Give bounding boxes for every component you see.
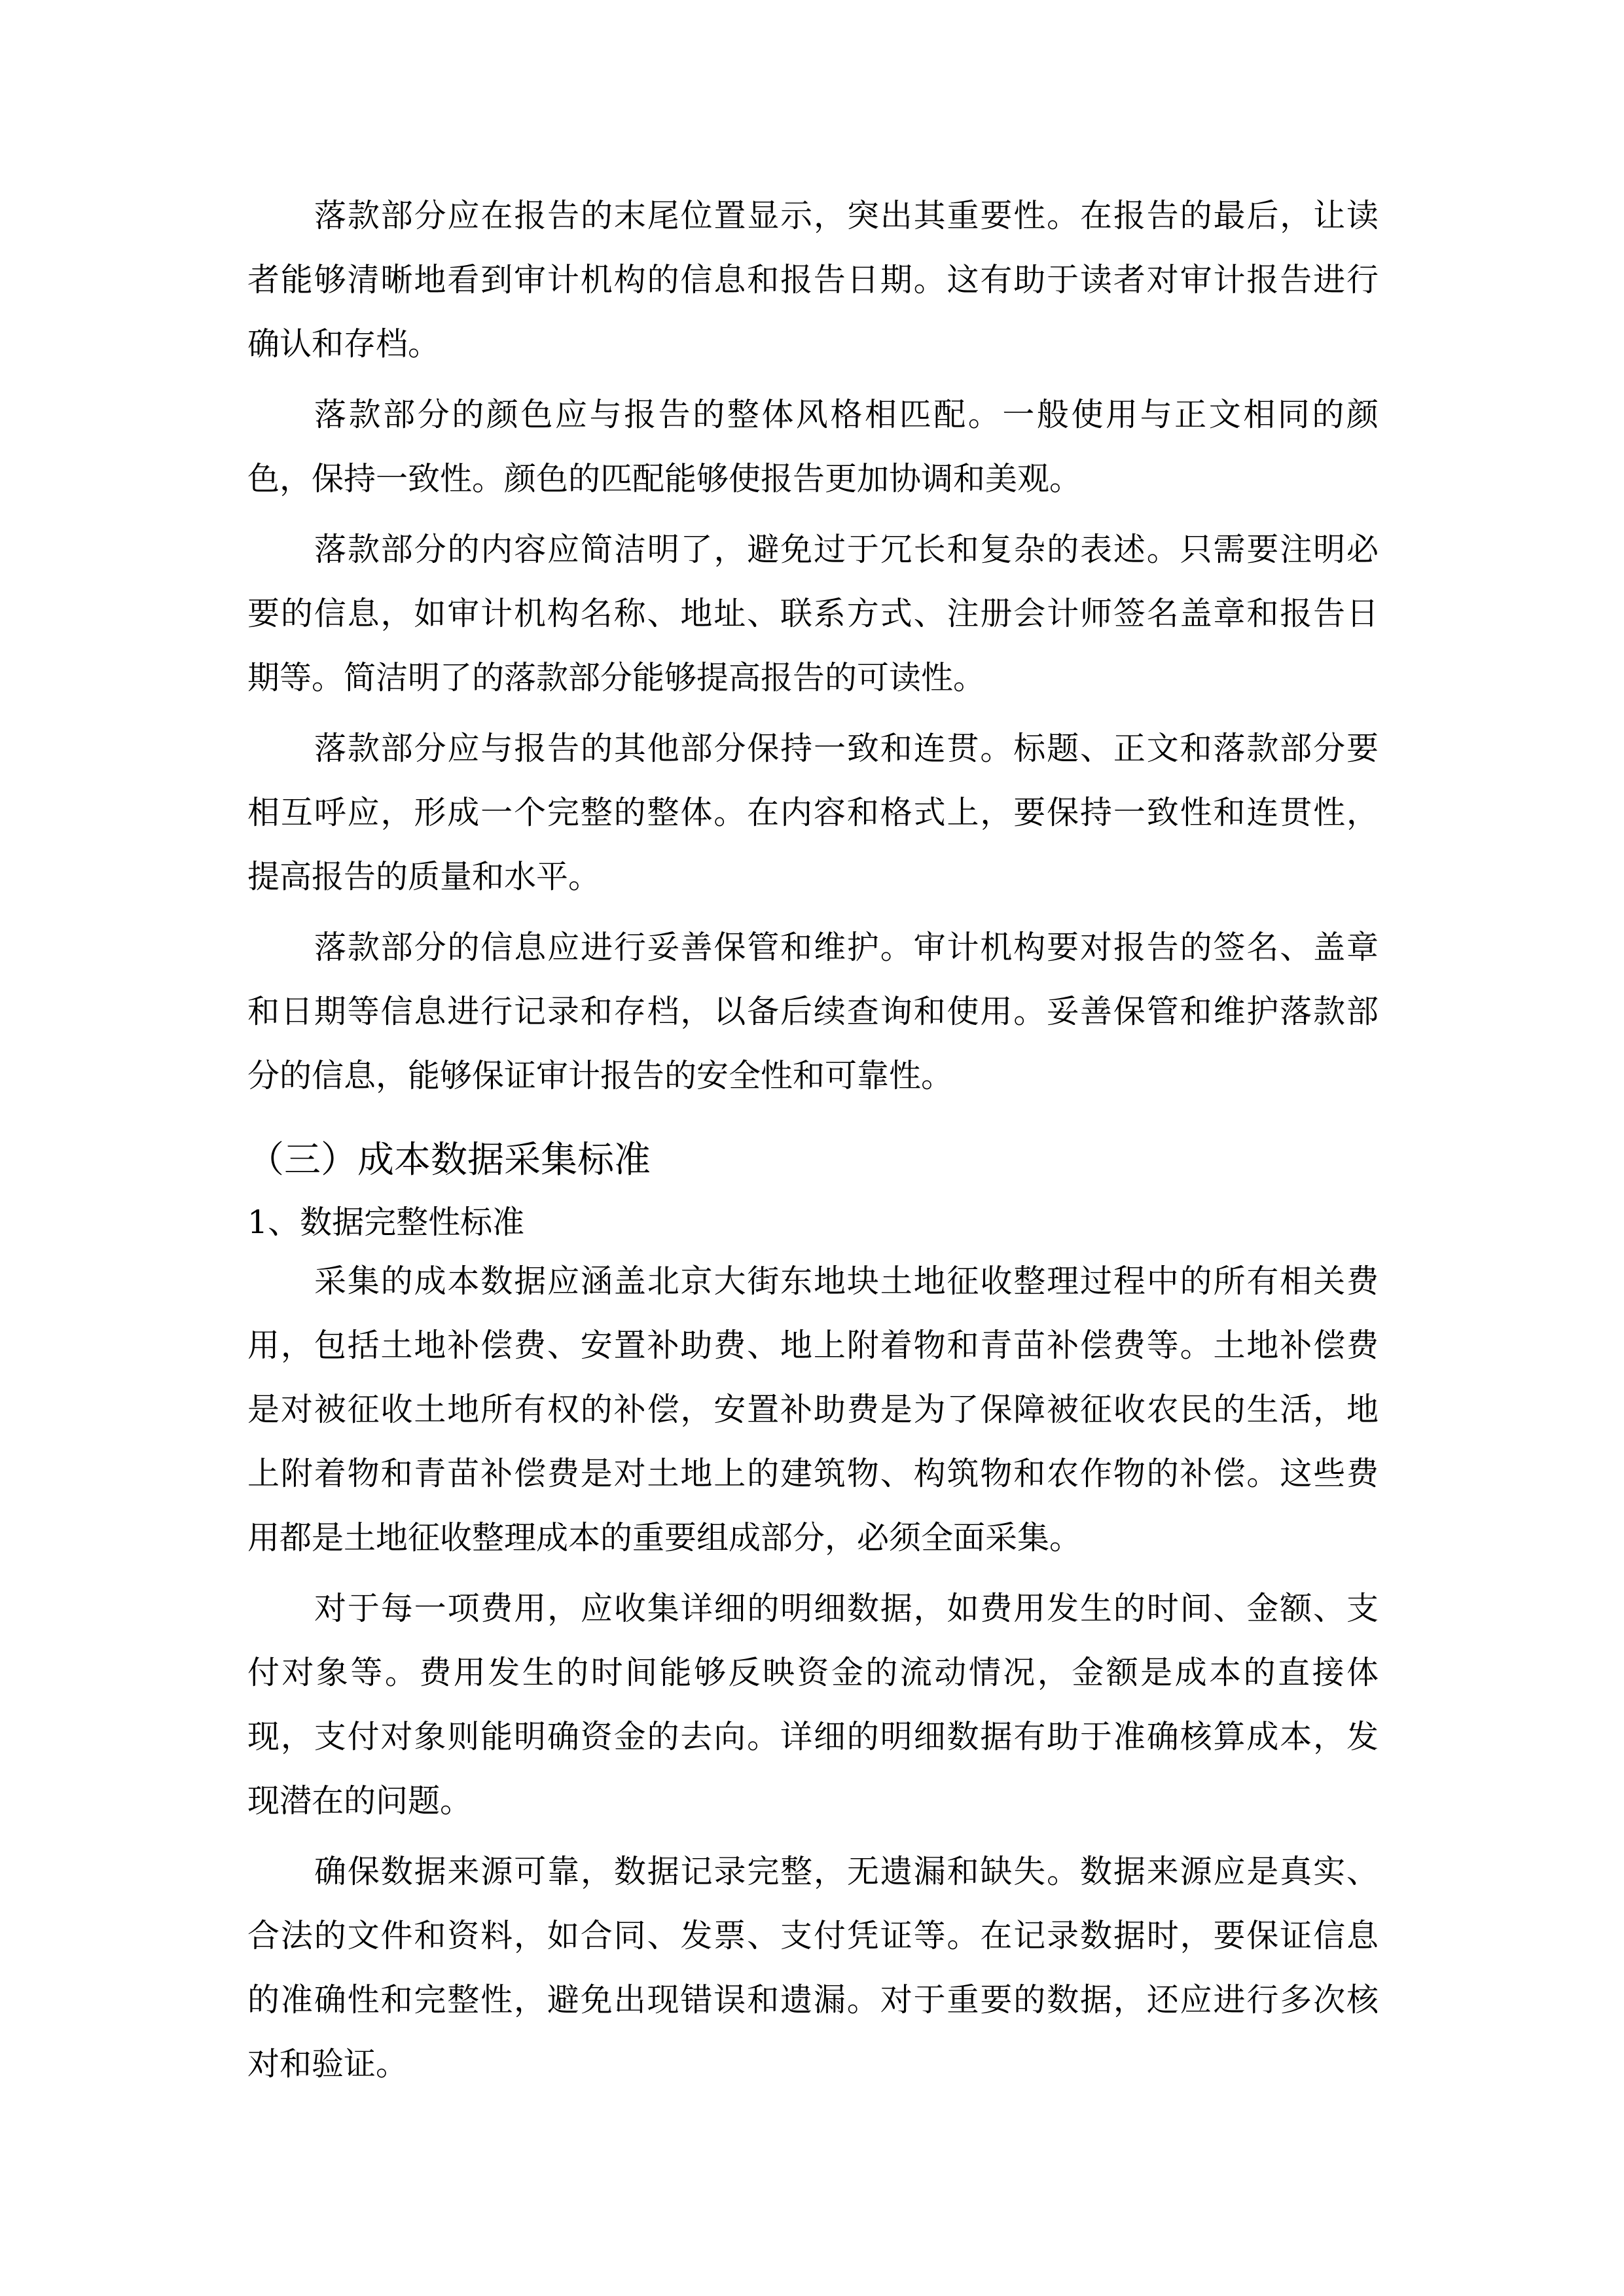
- paragraph-3-line-1: 落款部分的内容应简洁明了，避免过于冗长和复杂的表述。只需要注明必: [314, 531, 1379, 568]
- paragraph-8-line-3: 的准确性和完整性，避免出现错误和遗漏。对于重要的数据，还应进行多次核: [247, 1981, 1379, 2018]
- paragraph-7-line-1: 对于每一项费用，应收集详细的明细数据，如费用发生的时间、金额、支: [314, 1590, 1379, 1627]
- paragraph-6-line-1: 采集的成本数据应涵盖北京大街东地块土地征收整理过程中的所有相关费: [314, 1263, 1379, 1300]
- paragraph-6-line-3: 是对被征收土地所有权的补偿，安置补助费是为了保障被征收农民的生活，地: [247, 1391, 1379, 1428]
- paragraph-7-line-4: 现潜在的问题。: [247, 1782, 473, 1820]
- section-heading: （三）成本数据采集标准: [247, 1139, 651, 1181]
- paragraph-4-line-1: 落款部分应与报告的其他部分保持一致和连贯。标题、正文和落款部分要: [314, 730, 1379, 767]
- paragraph-8-line-4: 对和验证。: [247, 2045, 408, 2083]
- paragraph-5-line-3: 分的信息，能够保证审计报告的安全性和可靠性。: [247, 1057, 954, 1094]
- paragraph-7-line-3: 现，支付对象则能明确资金的去向。详细的明细数据有助于准确核算成本，发: [247, 1718, 1379, 1755]
- paragraph-6-line-5: 用都是土地征收整理成本的重要组成部分，必须全面采集。: [247, 1519, 1082, 1556]
- paragraph-7-line-2: 付对象等。费用发生的时间能够反映资金的流动情况，金额是成本的直接体: [247, 1654, 1379, 1691]
- paragraph-5-line-1: 落款部分的信息应进行妥善保管和维护。审计机构要对报告的签名、盖章: [314, 929, 1379, 966]
- paragraph-8-line-2: 合法的文件和资料，如合同、发票、支付凭证等。在记录数据时，要保证信息: [247, 1917, 1379, 1954]
- paragraph-1-line-2: 者能够清晰地看到审计机构的信息和报告日期。这有助于读者对审计报告进行: [247, 261, 1379, 298]
- paragraph-4-line-3: 提高报告的质量和水平。: [247, 858, 601, 895]
- paragraph-3-line-2: 要的信息，如审计机构名称、地址、联系方式、注册会计师签名盖章和报告日: [247, 595, 1379, 632]
- paragraph-6-line-4: 上附着物和青苗补偿费是对土地上的建筑物、构筑物和农作物的补偿。这些费: [247, 1455, 1379, 1492]
- paragraph-1-line-3: 确认和存档。: [247, 325, 441, 363]
- paragraph-2-line-2: 色，保持一致性。颜色的匹配能够使报告更加协调和美观。: [247, 460, 1082, 497]
- paragraph-3-line-3: 期等。简洁明了的落款部分能够提高报告的可读性。: [247, 659, 986, 696]
- paragraph-6-line-2: 用，包括土地补偿费、安置补助费、地上附着物和青苗补偿费等。土地补偿费: [247, 1327, 1379, 1364]
- paragraph-1-line-1: 落款部分应在报告的末尾位置显示，突出其重要性。在报告的最后，让读: [314, 197, 1379, 234]
- paragraph-8-line-1: 确保数据来源可靠，数据记录完整，无遗漏和缺失。数据来源应是真实、: [314, 1853, 1379, 1890]
- subsection-heading: 1、数据完整性标准: [247, 1204, 525, 1241]
- paragraph-4-line-2: 相互呼应，形成一个完整的整体。在内容和格式上，要保持一致性和连贯性，: [247, 794, 1379, 831]
- paragraph-2-line-1: 落款部分的颜色应与报告的整体风格相匹配。一般使用与正文相同的颜: [314, 396, 1379, 433]
- paragraph-5-line-2: 和日期等信息进行记录和存档，以备后续查询和使用。妥善保管和维护落款部: [247, 993, 1379, 1030]
